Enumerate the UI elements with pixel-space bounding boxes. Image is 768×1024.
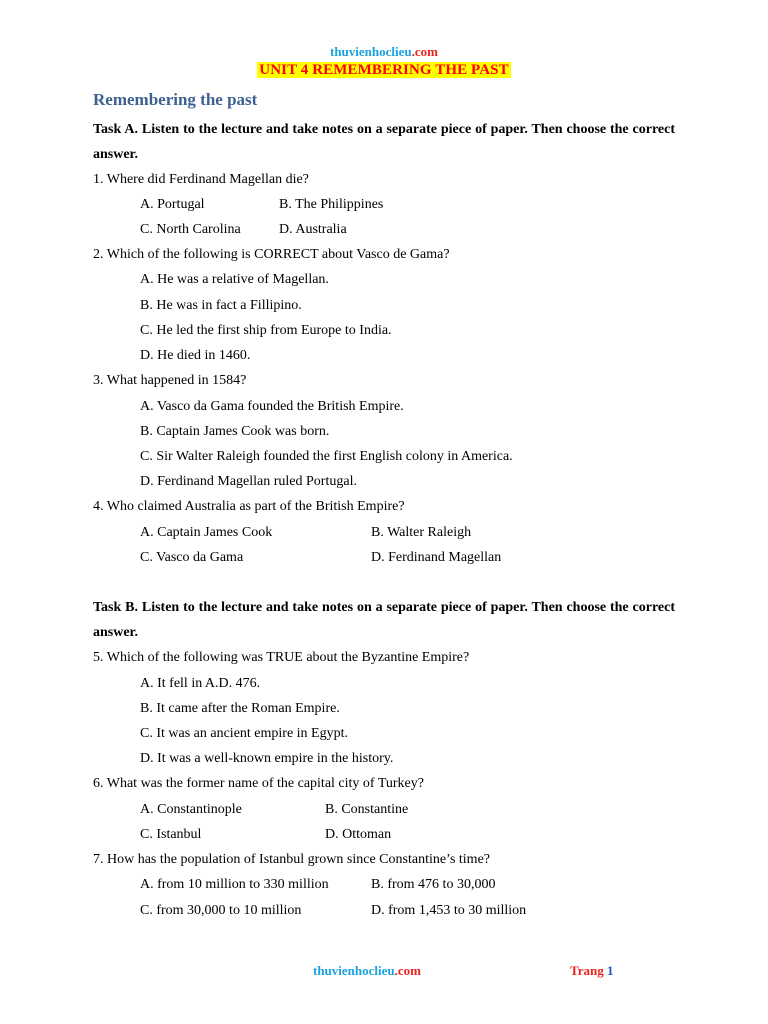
footer-site-part2: .com (394, 963, 421, 978)
option-3a: A. Vasco da Gama founded the British Empire. (140, 399, 404, 414)
option-5c: C. It was an ancient empire in Egypt. (140, 726, 348, 741)
option-3c: C. Sir Walter Raleigh founded the first English colony in America. (140, 449, 513, 464)
question-3: 3. What happened in 1584? (93, 373, 247, 388)
option-2c: C. He led the first ship from Europe to India. (140, 323, 392, 338)
option-1a: A. Portugal (140, 197, 205, 212)
option-6d: D. Ottoman (325, 827, 392, 842)
option-7b: B. from 476 to 30,000 (371, 877, 496, 892)
footer-page-number (570, 963, 613, 979)
option-2a: A. He was a relative of Magellan. (140, 272, 329, 287)
footer-site-part1: thuvienhoclieu (313, 963, 395, 978)
option-6c: C. Istanbul (140, 827, 202, 842)
site-name-part1: thuvienhoclieu (330, 44, 412, 59)
unit-title (0, 61, 768, 79)
page-label: Trang (570, 963, 607, 978)
site-name-part2: .com (411, 44, 438, 59)
option-4c: C. Vasco da Gama (140, 550, 244, 565)
page-number: 1 (606, 963, 614, 978)
site-header (0, 44, 768, 60)
option-2d: D. He died in 1460. (140, 348, 251, 363)
section-heading: Remembering the past (93, 90, 258, 109)
option-4a: A. Captain James Cook (140, 525, 273, 540)
question-4: 4. Who claimed Australia as part of the British Empire? (93, 499, 405, 514)
footer-site-name (313, 963, 421, 979)
option-7c: C. from 30,000 to 10 million (140, 903, 302, 918)
question-7: 7. How has the population of Istanbul grown since Constantine’s time? (93, 852, 490, 867)
question-1: 1. Where did Ferdinand Magellan die? (93, 172, 309, 187)
question-2: 2. Which of the following is CORRECT about Vasco de Gama? (93, 247, 450, 262)
question-6: 6. What was the former name of the capital city of Turkey? (93, 776, 424, 791)
option-3d: D. Ferdinand Magellan ruled Portugal. (140, 474, 357, 489)
option-2b: B. He was in fact a Fillipino. (140, 298, 302, 313)
question-5: 5. Which of the following was TRUE about the Byzantine Empire? (93, 650, 470, 665)
option-3b: B. Captain James Cook was born. (140, 424, 330, 439)
task-b-instruction: Task B. Listen to the lecture and take notes on a separate piece of paper. Then choose the correct answer. (93, 600, 675, 640)
option-7d: D. from 1,453 to 30 million (371, 903, 527, 918)
task-a-instruction: Task A. Listen to the lecture and take notes on a separate piece of paper. Then choose the correct answer. (93, 122, 675, 162)
option-7a: A. from 10 million to 330 million (140, 877, 329, 892)
option-4b: B. Walter Raleigh (371, 525, 472, 540)
option-1c: C. North Carolina (140, 222, 241, 237)
unit-title-text: UNIT 4 REMEMBERING THE PAST (259, 62, 509, 78)
option-5b: B. It came after the Roman Empire. (140, 701, 340, 716)
option-1b: B. The Philippines (279, 197, 384, 212)
option-6a: A. Constantinople (140, 802, 242, 817)
option-6b: B. Constantine (325, 802, 409, 817)
option-4d: D. Ferdinand Magellan (371, 550, 502, 565)
option-5a: A. It fell in A.D. 476. (140, 676, 261, 691)
option-5d: D. It was a well-known empire in the history. (140, 751, 394, 766)
option-1d: D. Australia (279, 222, 347, 237)
